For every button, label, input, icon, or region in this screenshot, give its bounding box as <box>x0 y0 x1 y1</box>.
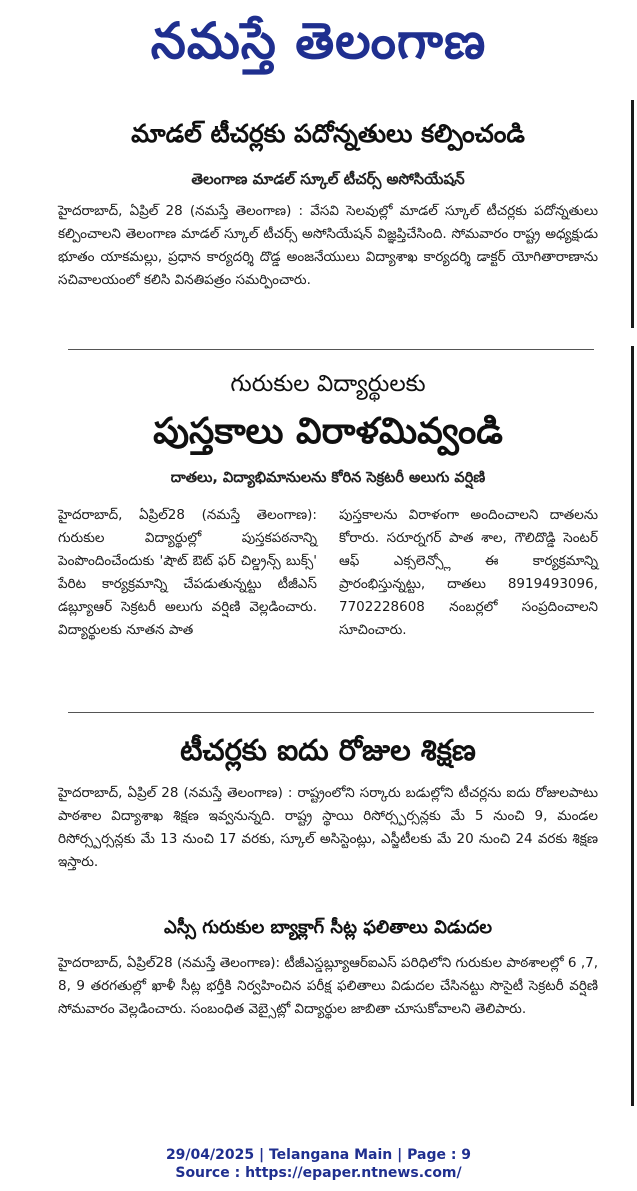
section-divider <box>68 712 594 713</box>
article-subhead: దాతలు, విద్యాభిమానులను కోరిన సెక్రటరీ అలుగు వర్షిణి <box>170 470 486 486</box>
masthead-title: నమస్తే తెలంగాణ <box>150 11 487 70</box>
article-columns <box>58 504 598 642</box>
article-headline: ఎస్సీ గురుకుల బ్యాక్లాగ్ సీట్ల ఫలితాలు విడుదల <box>164 917 492 938</box>
article-subhead: తెలంగాణ మాడల్ స్కూల్ టీచర్స్ అసోసియేషన్ <box>191 170 465 188</box>
article-headline: మాడల్ టీచర్లకు పదోన్నతులు కల్పించండి <box>131 119 525 148</box>
article-teacher-training <box>58 728 598 874</box>
article-model-teachers <box>58 114 598 292</box>
article-backlog-results <box>58 912 598 1021</box>
article-headline: టీచర్లకు ఐదు రోజుల శిక్షణ <box>180 733 476 767</box>
footer-date-page: 29/04/2025 | Telangana Main | Page : 9 <box>165 1147 472 1163</box>
article-headline: పుస్తకాలు విరాళమివ్వండి <box>153 411 503 452</box>
article-body-column-2: పుస్తకాలను విరాళంగా అందించాలని దాతలను కోరారు. సరూర్నగర్ పాత శాల, గౌలిదొడ్డి సెంటర్ ఆఫ్ ఎక్సలెన్స్లో ఈ కార్యక్రమాన్ని ప్రారంభిస్తున్నట్టు, దాతలు 8919493096, 7702228608 నంబర్లలో సంప్రదించాలని సూచించారు. <box>339 507 598 638</box>
footer-source: Source : https://epaper.ntnews.com/ <box>175 1165 462 1181</box>
column-rule <box>631 100 634 328</box>
article-books-donation <box>58 364 598 642</box>
article-body: హైదరాబాద్, ఏప్రిల్ 28 (నమస్తే తెలంగాణ) : వేసవి సెలవుల్లో మాడల్ స్కూల్ టీచర్లకు పదోన్నతులు కల్పించాలని తెలంగాణ మాడల్ స్కూల్ టీచర్స్ అసోసియేషన్ విజ్ఞప్తిచేసింది. సోమవారం రాష్ట్ర అధ్యక్షుడు భూతం యాకమల్లు, ప్రధాన కార్యదర్శి దొడ్డ అంజనేయులు విద్యాశాఖ కార్యదర్శి డాక్టర్ యోగితారాణాను సచివాలయంలో కలిసి వినతిపత్రం సమర్పించారు. <box>58 203 598 288</box>
article-body: హైదరాబాద్, ఏప్రిల్ 28 (నమస్తే తెలంగాణ) : రాష్ట్రంలోని సర్కారు బడుల్లోని టీచర్లను ఐదు రోజులపాటు పాఠశాల విద్యాశాఖ శిక్షణ ఇవ్వనున్నది. రాష్ట్ర స్థాయి రిసోర్స్పర్సన్లకు మే 5 నుంచి 9, మండల రిసోర్స్పర్సన్లకు మే 13 నుంచి 17 వరకు, స్కూల్ అసిస్టెంట్లు, ఎస్జీటీలకు మే 20 నుంచి 24 వరకు శిక్షణ ఇస్తారు. <box>58 785 598 870</box>
article-kicker: గురుకుల విద్యార్థులకు <box>230 371 426 397</box>
column-rule <box>631 346 634 1106</box>
page-footer <box>0 1146 637 1182</box>
section-divider <box>68 349 594 350</box>
article-body: హైదరాబాద్, ఏప్రిల్28 (నమస్తే తెలంగాణ): టీజీఎస్డబ్ల్యూఆర్ఐఎస్ పరిధిలోని గురుకుల పాఠశాలల్లో 6 ,7, 8, 9 తరగతుల్లో ఖాళీ సీట్ల భర్తీకి నిర్వహించిన పరీక్ష ఫలితాలు విడుదల చేసినట్టు సొసైటీ సెక్రటరీ వర్షిణి సోమవారం వెల్లడించారు. సంబంధిత వెబ్సైట్లో విద్యార్థుల జాబితా చూసుకోవాలని తెలిపారు. <box>58 955 598 1017</box>
article-body-column-1: హైదరాబాద్, ఏప్రిల్28 (నమస్తే తెలంగాణ): గురుకుల విద్యార్థుల్లో పుస్తకపఠనాన్ని పెంపొందించేందుకు 'షౌట్ ఔట్ ఫర్ చిల్డ్రన్స్ బుక్స్' పేరిట కార్యక్రమాన్ని చేపడుతున్నట్టు టీజీఎస్ డబ్ల్యూఆర్ సెక్రటరీ అలుగు వర్షిణి వెల్లడించారు. విద్యార్థులకు నూతన పాత <box>58 507 317 638</box>
